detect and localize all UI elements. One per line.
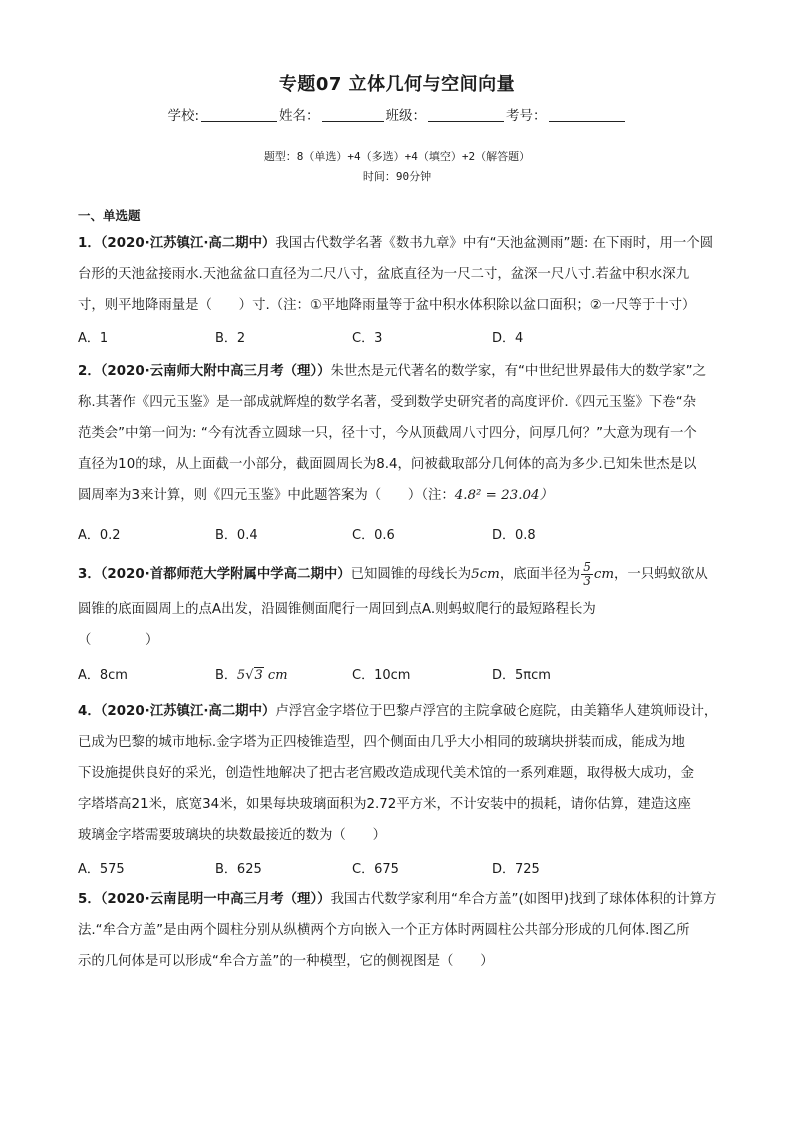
school-label: 学校: <box>167 108 200 124</box>
question-4-line-2: 已成为巴黎的城市地标.金字塔为正四棱锥造型，四个侧面由几乎大小相同的玻璃块拼装而成，能成为地 <box>78 735 685 750</box>
student-info-row <box>0 104 794 124</box>
question-4-source: 4．（2020·江苏镇江·高二期中） <box>78 704 276 719</box>
exam-time: 时间：90分钟 <box>362 170 432 183</box>
question-3-option-a: A．8cm <box>78 668 128 683</box>
question-2-option-c: C．0.6 <box>352 528 395 543</box>
question-3-source: 3．（2020·首都师范大学附属中学高二期中） <box>78 567 351 582</box>
question-3-radius-fraction: $\frac{5}{3}$ <box>583 559 591 588</box>
question-2-note-formula: 4.8² = 23.04） <box>454 488 553 503</box>
question-1-option-c: C．3 <box>352 331 383 346</box>
class-label: 班级： <box>385 108 427 124</box>
question-3-option-b-sqrt: 5√3 cm <box>236 668 288 683</box>
section-title: 一、单选题 <box>78 208 141 223</box>
question-1-line-3: 寸，则平地降雨量是（ ）寸.（注：①平地降雨量等于盆中积水体积除以盆口面积；②一尺等于十寸） <box>78 298 696 313</box>
question-5-source: 5．（2020·云南昆明一中高三月考（理）） <box>78 892 331 907</box>
name-blank <box>322 107 384 122</box>
question-2-line-1: 2．（2020·云南师大附中高三月考（理））朱世杰是元代著名的数学家，有“中世纪世界最伟大的数学家”之 <box>78 364 706 379</box>
question-3-line-3: （ ） <box>78 633 159 648</box>
number-blank <box>549 107 625 122</box>
question-2 <box>78 356 720 511</box>
question-types: 题型：8（单选）+4（多选）+4（填空）+2（解答题） <box>263 150 531 163</box>
question-2-line-4: 直径为10的球，从上面截一小部分，截面圆周长为8.4，问被截取部分几何体的高为多少.已知朱世杰是以 <box>78 457 697 472</box>
question-4-option-b: B．625 <box>215 862 262 877</box>
question-2-line-5: 圆周率为3来计算，则《四元玉鉴》中此题答案为（ ）（注：4.8² = 23.04） <box>78 488 553 503</box>
question-4-line-4: 字塔塔高21米，底宽34米，如果每块玻璃面积为2.72平方米，不计安装中的损耗，请你估算，建造这座 <box>78 797 691 812</box>
question-4-options <box>78 858 720 878</box>
school-blank <box>201 107 277 122</box>
question-4-option-d: D．725 <box>492 862 540 877</box>
question-2-line-3: 范类会”中第一问为: “今有沈香立圆球一只，径十寸，今从顶截周八寸四分，问厚几何？”大意为现有一个 <box>78 426 697 441</box>
question-4-line-5: 玻璃金字塔需要玻璃块的块数最接近的数为（ ） <box>78 828 386 843</box>
question-5 <box>78 884 720 977</box>
question-4-option-a: A．575 <box>78 862 125 877</box>
question-1-source: 1．（2020·江苏镇江·高二期中） <box>78 236 276 251</box>
question-4-line-3: 下设施提供良好的采光，创造性地解决了把古老宫殿改造成现代美术馆的一系列难题，取得极大成功，金 <box>78 766 694 781</box>
question-1-line-1: 1．（2020·江苏镇江·高二期中）我国古代数学名著《数书九章》中有“天池盆测雨”题: 在下雨时，用一个圆 <box>78 236 714 251</box>
question-2-option-a: A．0.2 <box>78 528 121 543</box>
question-3-option-b: B．5√3 cm <box>215 668 288 683</box>
question-3 <box>78 556 720 656</box>
question-4-line-1: 4．（2020·江苏镇江·高二期中）卢浮宫金字塔位于巴黎卢浮宫的主院拿破仑庭院，由美籍华人建筑师设计， <box>78 704 718 719</box>
question-2-options <box>78 524 720 544</box>
name-label: 姓名： <box>279 108 320 124</box>
question-1-option-a: A．1 <box>78 331 109 346</box>
number-label: 考号： <box>506 108 547 124</box>
question-1-option-b: B．2 <box>215 331 246 346</box>
question-1-line-2: 台形的天池盆接雨水.天池盆盆口直径为二尺八寸，盆底直径为一尺二寸，盆深一尺八寸.若盆中积水深九 <box>78 267 690 282</box>
question-3-options <box>78 664 720 684</box>
question-2-source: 2．（2020·云南师大附中高三月考（理）） <box>78 364 331 379</box>
question-2-option-d: D．0.8 <box>492 528 536 543</box>
question-3-line-2: 圆锥的底面圆周上的点A出发，沿圆锥侧面爬行一周回到点A.则蚂蚁爬行的最短路程长为 <box>78 602 596 617</box>
question-5-line-1: 5．（2020·云南昆明一中高三月考（理））我国古代数学家利用“牟合方盖”(如图甲)找到了球体体积的计算方 <box>78 892 717 907</box>
question-5-line-3: 示的几何体是可以形成“牟合方盖”的一种模型，它的侧视图是（ ） <box>78 954 494 969</box>
question-3-option-d: D．5πcm <box>492 668 551 683</box>
question-3-option-c: C．10cm <box>352 668 411 683</box>
question-4 <box>78 696 720 851</box>
question-1-options <box>78 327 720 347</box>
question-1 <box>78 228 720 321</box>
question-1-option-d: D．4 <box>492 331 524 346</box>
question-2-line-2: 称.其著作《四元玉鉴》是一部成就辉煌的数学名著，受到数学史研究者的高度评价.《四元玉鉴》下卷“杂 <box>78 395 697 410</box>
class-blank <box>428 107 504 122</box>
question-3-line-1: 3．（2020·首都师范大学附属中学高二期中）已知圆锥的母线长为5cm，底面半径为 $\frac{5}{3}$ cm，一只蚂蚁欲从 <box>78 559 708 588</box>
question-4-option-c: C．675 <box>352 862 399 877</box>
question-2-option-b: B．0.4 <box>215 528 258 543</box>
page-title: 专题07 立体几何与空间向量 <box>278 74 516 95</box>
question-5-line-2: 法.“牟合方盖”是由两个圆柱分别从纵横两个方向嵌入一个正方体时两圆柱公共部分形成的几何体.图乙所 <box>78 923 690 938</box>
